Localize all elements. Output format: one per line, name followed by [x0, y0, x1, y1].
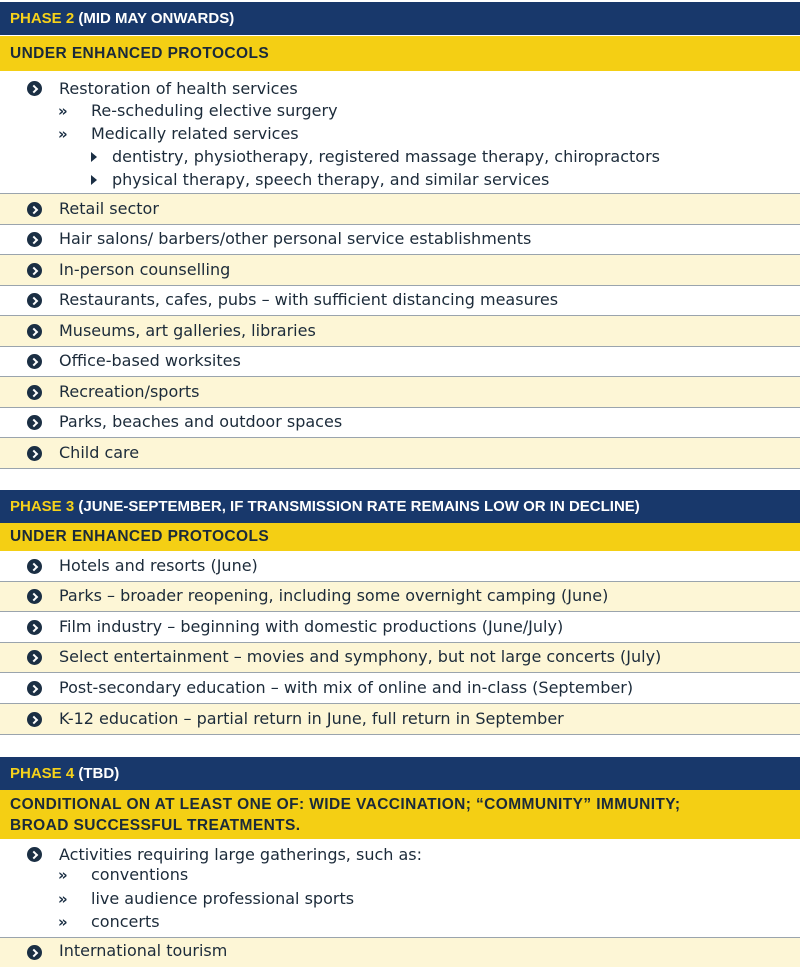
chevron-bullet-icon: [27, 385, 42, 400]
chevron-bullet-icon: [27, 945, 42, 960]
double-chevron-icon: »: [58, 912, 68, 931]
chevron-bullet-icon: [27, 263, 42, 278]
phase-3-protocol: UNDER ENHANCED PROTOCOLS: [0, 523, 800, 551]
list-item: [0, 673, 800, 704]
chevron-bullet-icon: [27, 81, 42, 96]
list-item: [0, 316, 800, 347]
list-item-text: K-12 education – partial return in June, full return in September: [59, 709, 564, 728]
list-item-health-services: [0, 71, 800, 194]
list-item: [0, 704, 800, 735]
list-item-text: Parks, beaches and outdoor spaces: [59, 412, 343, 431]
list-item: [0, 408, 800, 438]
list-item-text: Recreation/sports: [59, 382, 200, 401]
phase-4-title: PHASE 4: [10, 765, 75, 782]
condition-line-1: CONDITIONAL ON AT LEAST ONE OF: WIDE VACCINATION; “COMMUNITY” IMMUNITY;: [10, 795, 681, 813]
list-item-text: Parks – broader reopening, including some overnight camping (June): [59, 586, 609, 605]
list-item: [0, 938, 800, 967]
list-item-text: Hotels and resorts (June): [59, 556, 258, 575]
list-item-text: Select entertainment – movies and symphony, but not large concerts (July): [59, 647, 662, 666]
list-item: [0, 438, 800, 469]
phase-2-subtitle: (MID MAY ONWARDS): [78, 10, 235, 27]
list-item: [0, 551, 800, 582]
chevron-bullet-icon: [27, 232, 42, 247]
list-item-text: Post-secondary education – with mix of online and in-class (September): [59, 678, 634, 697]
chevron-bullet-icon: [27, 446, 42, 461]
list-item-text: Office-based worksites: [59, 351, 241, 370]
list-item-text: Child care: [59, 443, 140, 462]
chevron-bullet-icon: [27, 620, 42, 635]
sub-item-text: Medically related services: [91, 124, 299, 143]
phase-3-title: PHASE 3: [10, 498, 75, 515]
list-item-text: In-person counselling: [59, 260, 231, 279]
sub-item-text: concerts: [91, 912, 160, 931]
double-chevron-icon: »: [58, 124, 68, 143]
triangle-bullet-icon: [91, 152, 97, 162]
phase-3-subtitle: (JUNE-SEPTEMBER, IF TRANSMISSION RATE REMAINS LOW OR IN DECLINE): [78, 498, 640, 515]
sub-item-text: Re-scheduling elective surgery: [91, 101, 338, 120]
chevron-bullet-icon: [27, 559, 42, 574]
phase-4-condition: [0, 790, 800, 839]
phase-4-header: [0, 757, 800, 790]
list-item-text: Hair salons/ barbers/other personal service establishments: [59, 229, 532, 248]
list-item-text: Museums, art galleries, libraries: [59, 321, 316, 340]
sub-item-text: live audience professional sports: [91, 889, 355, 908]
list-item-text: Retail sector: [59, 199, 159, 218]
list-item: [0, 194, 800, 225]
list-item-text: International tourism: [59, 941, 228, 960]
condition-line-2: BROAD SUCCESSFUL TREATMENTS.: [10, 816, 301, 834]
chevron-bullet-icon: [27, 712, 42, 727]
list-item: [0, 377, 800, 408]
chevron-bullet-icon: [27, 293, 42, 308]
triangle-bullet-icon: [91, 175, 97, 185]
list-item: [0, 255, 800, 286]
list-item: [0, 643, 800, 673]
list-item-text: Film industry – beginning with domestic productions (June/July): [59, 617, 564, 636]
double-chevron-icon: »: [58, 865, 68, 884]
list-item: [0, 286, 800, 316]
chevron-bullet-icon: [27, 324, 42, 339]
list-item: [0, 347, 800, 377]
chevron-bullet-icon: [27, 847, 42, 862]
list-item-text: Restoration of health services: [59, 79, 298, 98]
sub-item-text: conventions: [91, 865, 189, 884]
list-item: [0, 612, 800, 643]
chevron-bullet-icon: [27, 589, 42, 604]
chevron-bullet-icon: [27, 415, 42, 430]
phase-4-subtitle: (TBD): [78, 765, 120, 782]
sub-sub-item-text: physical therapy, speech therapy, and similar services: [112, 170, 550, 189]
list-item-text: Restaurants, cafes, pubs – with sufficient distancing measures: [59, 290, 559, 309]
chevron-bullet-icon: [27, 681, 42, 696]
chevron-bullet-icon: [27, 650, 42, 665]
chevron-bullet-icon: [27, 202, 42, 217]
phase-2-title: PHASE 2: [10, 10, 75, 27]
list-item-large-gatherings: [0, 839, 800, 938]
chevron-bullet-icon: [27, 354, 42, 369]
list-item: [0, 582, 800, 612]
double-chevron-icon: »: [58, 889, 68, 908]
sub-sub-item-text: dentistry, physiotherapy, registered massage therapy, chiropractors: [112, 147, 660, 166]
phase-2-protocol: UNDER ENHANCED PROTOCOLS: [0, 36, 800, 71]
list-item: [0, 225, 800, 255]
list-item-text: Activities requiring large gatherings, such as:: [59, 845, 423, 864]
double-chevron-icon: »: [58, 101, 68, 120]
phase-2-header: [0, 2, 800, 35]
phase-3-header: [0, 490, 800, 523]
